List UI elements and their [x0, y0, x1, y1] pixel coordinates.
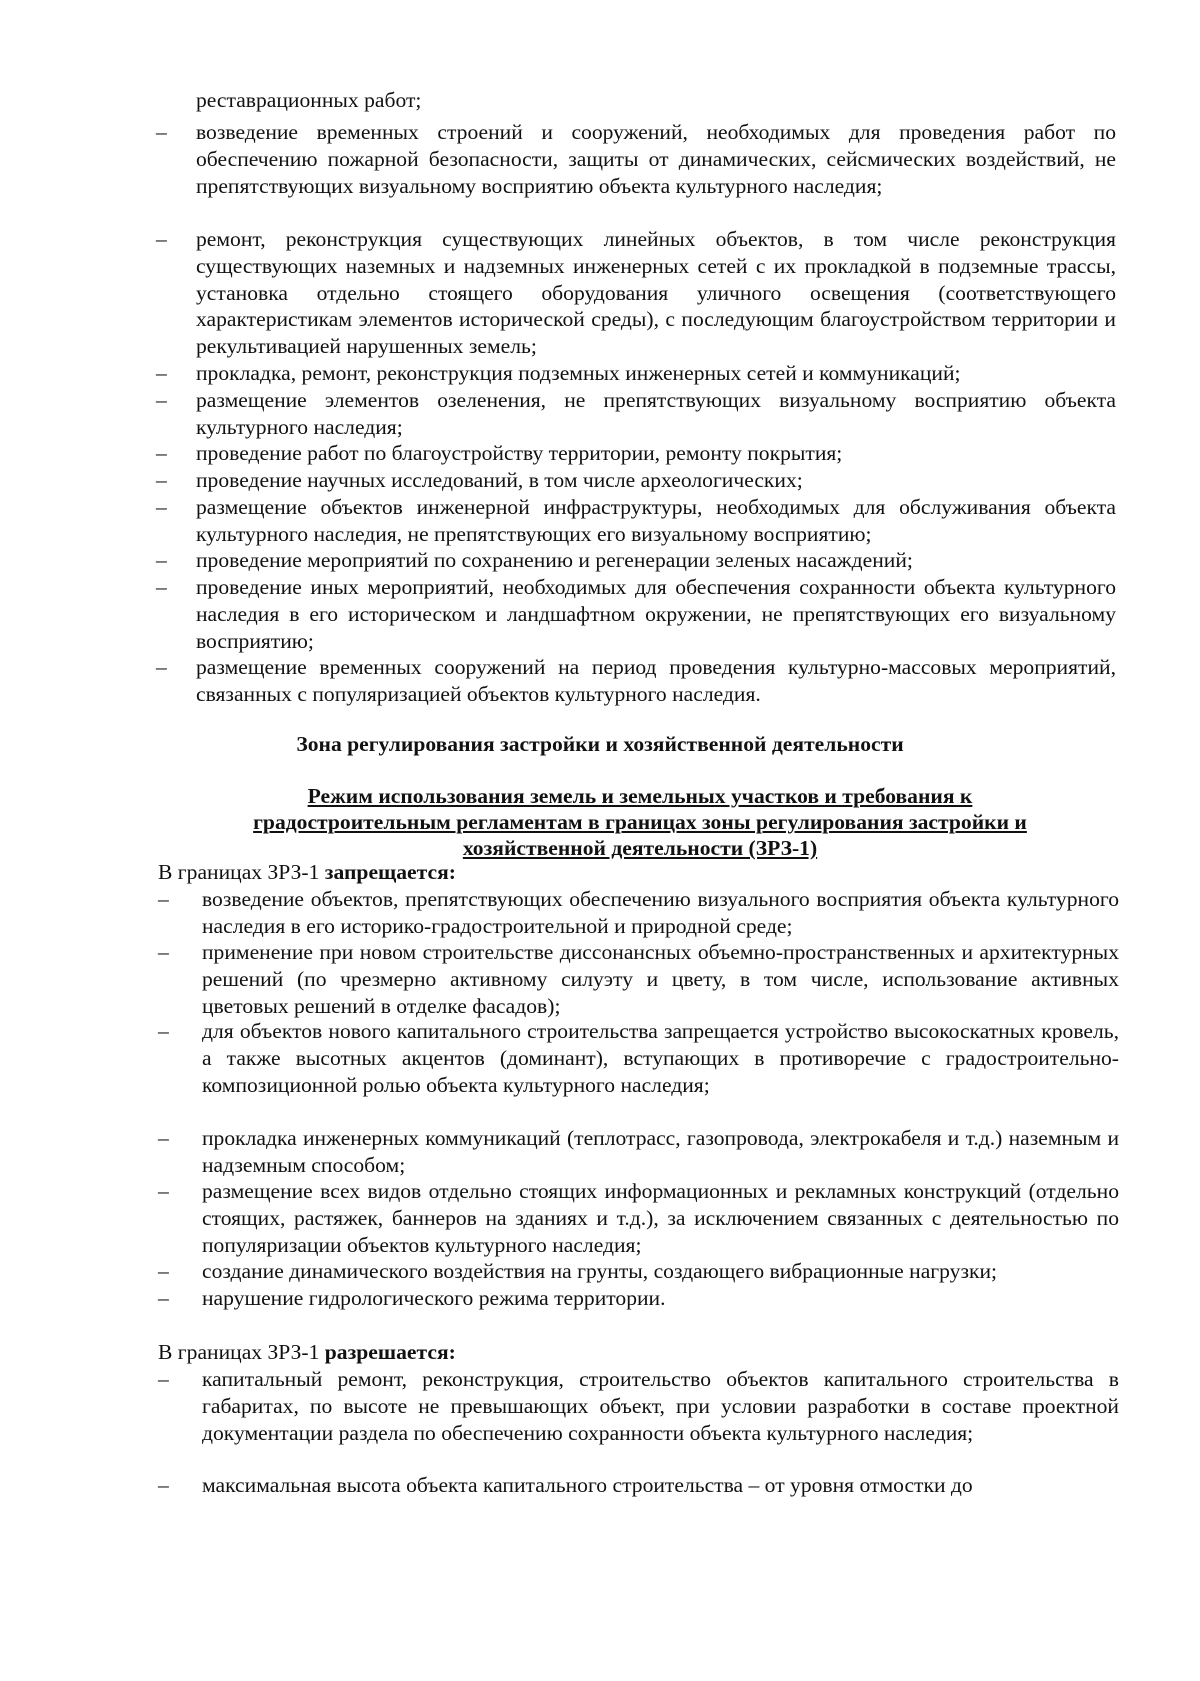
dash-bullet: – — [156, 388, 167, 412]
list-item: – размещение временных сооружений на период проведения культурно-массовых мероприятий, связанных с популяризацией объектов культурного наследия. — [156, 655, 1116, 706]
allowed-intro: В границах ЗРЗ-1 разрешается: — [158, 1340, 456, 1364]
continuation-text: реставрационных работ; — [196, 88, 422, 112]
regime-heading-line: хозяйственной деятельности (ЗРЗ-1) — [462, 836, 818, 860]
dash-bullet: – — [156, 468, 167, 492]
list-item: – ремонт, реконструкция существующих линейных объектов, в том числе реконструкция существующих наземных и надземных инженерных сетей с их прокладкой в подземные трассы, установка отдельно стоящего оборудования уличного освещения (соответствующего характеристикам элементов исторической среды), с последующим благоустройством территории и рекультивацией нарушенных земель; — [156, 227, 1116, 359]
dash-bullet: – — [156, 575, 167, 599]
dash-bullet: – — [156, 495, 167, 519]
list-item: – проведение иных мероприятий, необходимых для обеспечения сохранности объекта культурного наследия в его историческом и ландшафтном окружении, не препятствующих его визуальному восприятию; — [156, 575, 1116, 653]
list-item: – проведение научных исследований, в том числе археологических; — [156, 468, 803, 492]
list-item: – для объектов нового капитального строительства запрещается устройство высокоскатных кровель, а также высотных акцентов (доминант), вступающих в противоречие с градостроительно-композиционной ролью объекта культурного наследия; — [158, 1019, 1119, 1097]
list-item: – капитальный ремонт, реконструкция, строительство объектов капитального строительства в габаритах, по высоте не превышающих объект, при условии разработки в составе проектной документации раздела по обеспечению сохранности объекта культурного наследия; — [158, 1367, 1119, 1445]
regime-heading-line: Режим использования земель и земельных участков и требования к — [307, 784, 973, 808]
list-item: – прокладка, ремонт, реконструкция подземных инженерных сетей и коммуникаций; — [156, 361, 961, 385]
list-item: – максимальная высота объекта капитального строительства – от уровня отмостки до — [158, 1473, 973, 1497]
regime-heading-line: градостроительным регламентам в границах зоны регулирования застройки и — [253, 810, 1027, 834]
list-item: – проведение работ по благоустройству территории, ремонту покрытия; — [156, 441, 843, 465]
dash-bullet: – — [158, 887, 169, 911]
dash-bullet: – — [158, 1259, 169, 1283]
list-item: – размещение всех видов отдельно стоящих информационных и рекламных конструкций (отдельно стоящих, растяжек, баннеров на зданиях и т.д.), за исключением связанных с деятельностью по популяризации объектов культурного наследия; — [158, 1179, 1119, 1257]
dash-bullet: – — [156, 361, 167, 385]
list-item: – возведение объектов, препятствующих обеспечению визуального восприятия объекта культурного наследия в его историко-градостроительной и природной среде; — [158, 887, 1119, 938]
dash-bullet: – — [158, 1473, 169, 1497]
zone-heading: Зона регулирования застройки и хозяйственной деятельности — [296, 732, 904, 756]
dash-bullet: – — [156, 120, 167, 144]
prohibited-intro: В границах ЗРЗ-1 запрещается: — [158, 860, 456, 884]
list-item: – прокладка инженерных коммуникаций (теплотрасс, газопровода, электрокабеля и т.д.) наземным и надземным способом; — [158, 1126, 1119, 1177]
dash-bullet: – — [156, 548, 167, 572]
dash-bullet: – — [158, 1286, 169, 1310]
dash-bullet: – — [158, 940, 169, 964]
dash-bullet: – — [158, 1019, 169, 1043]
dash-bullet: – — [156, 441, 167, 465]
list-item: – создание динамического воздействия на грунты, создающего вибрационные нагрузки; — [158, 1259, 998, 1283]
dash-bullet: – — [158, 1126, 169, 1150]
dash-bullet: – — [158, 1367, 169, 1391]
dash-bullet: – — [156, 227, 167, 251]
dash-bullet: – — [158, 1179, 169, 1203]
list-item: – проведение мероприятий по сохранению и регенерации зеленых насаждений; — [156, 548, 913, 572]
list-item: – нарушение гидрологического режима территории. — [158, 1286, 666, 1310]
list-item: – применение при новом строительстве диссонансных объемно-пространственных и архитектурных решений (по чрезмерно активному силуэту и цвету, в том числе, использование активных цветовых решений в отделке фасадов); — [158, 940, 1119, 1018]
list-item: – размещение объектов инженерной инфраструктуры, необходимых для обслуживания объекта культурного наследия, не препятствующих его визуальному восприятию; — [156, 495, 1116, 546]
list-item: – размещение элементов озеленения, не препятствующих визуальному восприятию объекта культурного наследия; — [156, 388, 1116, 439]
dash-bullet: – — [156, 655, 167, 679]
list-item: – возведение временных строений и сооружений, необходимых для проведения работ по обеспечению пожарной безопасности, защиты от динамических, сейсмических воздействий, не препятствующих визуальному восприятию объекта культурного наследия; — [156, 120, 1116, 198]
